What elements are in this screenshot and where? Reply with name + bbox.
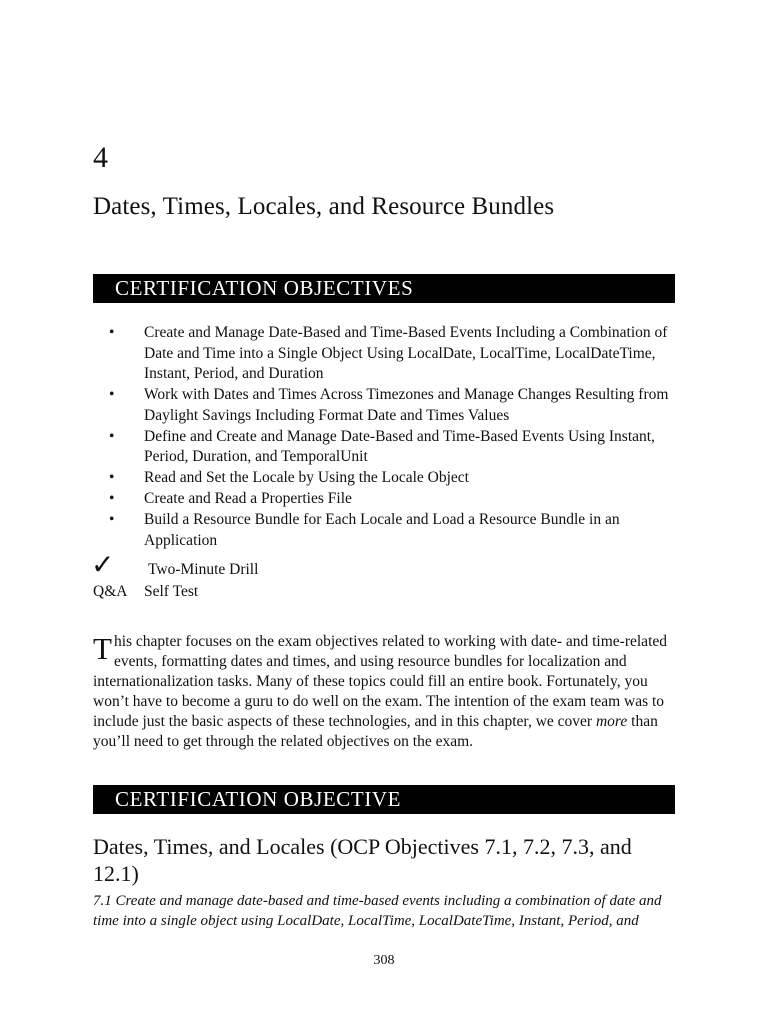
objective-item (93, 427, 675, 468)
bullet-icon: • (109, 386, 115, 403)
bullet-icon: • (109, 427, 115, 445)
certification-objectives-banner: CERTIFICATION OBJECTIVES (93, 274, 675, 303)
checkmark-icon: ✓ (91, 548, 115, 581)
qa-label: Q&A (93, 583, 128, 600)
drill-label: Two-Minute Drill (148, 561, 259, 578)
objective-item (93, 468, 675, 489)
bullet-icon: • (109, 324, 115, 341)
objective-text: Work with Dates and Times Across Timezones and Manage Changes Resulting from Daylight Savings Including Format Date and Times Values (144, 386, 669, 424)
intro-emphasis: more (595, 713, 628, 730)
bullet-icon: • (109, 469, 115, 486)
chapter-title: Dates, Times, Locales, and Resource Bundles (93, 193, 555, 220)
bullet-icon: • (109, 511, 115, 528)
certification-objective-banner: CERTIFICATION OBJECTIVE (93, 785, 675, 814)
objective-item (93, 489, 675, 510)
objective-text: Create and Manage Date-Based and Time-Based Events Including a Combination of Date and Time into a Single Object Using LocalDate, LocalTime, LocalDateTime, Instant, Period, and Duration (144, 324, 668, 382)
objective-text: Build a Resource Bundle for Each Locale and Load a Resource Bundle in an Application (144, 511, 620, 549)
objective-text: Create and Read a Properties File (144, 490, 352, 507)
objective-text: Define and Create and Manage Date-Based and Time-Based Events Using Instant, Period, Duration, and TemporalUnit (144, 427, 655, 465)
objective-item (93, 385, 675, 426)
drop-cap: T (93, 631, 112, 666)
intro-text-end: than you’ll need to get through the related objectives on the exam. (93, 713, 658, 750)
page-number: 308 (373, 953, 395, 968)
objectives-list (93, 323, 675, 552)
section-heading: Dates, Times, and Locales (OCP Objectives 7.1, 7.2, 7.3, and 12.1) (93, 834, 632, 886)
objective-item (93, 323, 675, 385)
self-test-label: Self Test (144, 583, 199, 600)
chapter-number: 4 (93, 141, 108, 174)
objective-statement: 7.1 Create and manage date-based and time-based events including a combination of date and time into a single object using LocalDate, LocalTime, LocalDateTime, Instant, Period, and (93, 893, 662, 929)
bullet-icon: • (109, 490, 115, 507)
self-test (93, 582, 198, 602)
objective-item (93, 510, 675, 551)
objective-text: Read and Set the Locale by Using the Locale Object (144, 469, 469, 486)
intro-text-start: his chapter focuses on the exam objectives related to working with date- and time-related events, formatting dates and times, and using resource bundles for localization and internationalization tasks. Many of these topics could fill an entire book. Fortunately, you won’t have to become a guru to do well on the exam. The intention of the exam team was to include just the basic aspects of these technologies, and in this chapter, we cover (93, 633, 668, 730)
intro-paragraph (93, 632, 675, 752)
